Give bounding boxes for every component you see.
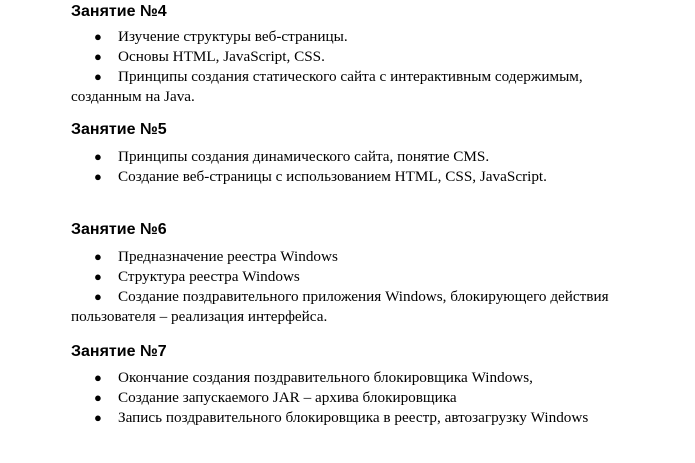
lesson-7-list [0, 368, 695, 428]
lesson-6-heading: Занятие №6 [71, 221, 167, 238]
bullet-icon: ● [94, 29, 102, 44]
list-item [0, 147, 695, 167]
list-item-text: Предназначение реестра Windows [118, 248, 338, 265]
list-item [0, 388, 695, 408]
bullet-icon: ● [94, 289, 102, 304]
list-item-text: Принципы создания статического сайта с интерактивным содержимым, [118, 68, 583, 85]
bullet-icon: ● [94, 169, 102, 184]
bullet-icon: ● [94, 249, 102, 264]
lesson-7-heading: Занятие №7 [71, 343, 167, 360]
bullet-icon: ● [94, 49, 102, 64]
bullet-icon: ● [94, 69, 102, 84]
list-item [0, 27, 695, 47]
list-item [0, 67, 695, 87]
lesson-4-list [0, 27, 695, 107]
list-item [0, 408, 695, 428]
bullet-icon: ● [94, 370, 102, 385]
list-item [0, 247, 695, 267]
list-item-text: Окончание создания поздравительного блокировщика Windows, [118, 369, 533, 386]
list-item [0, 287, 695, 307]
bullet-icon: ● [94, 410, 102, 425]
list-item-text: Принципы создания динамического сайта, понятие CMS. [118, 148, 490, 165]
lesson-5-list [0, 147, 695, 187]
list-item-text: Запись поздравительного блокировщика в реестр, автозагрузку Windows [118, 409, 589, 426]
list-item-text: Основы HTML, JavaScript, CSS. [118, 48, 325, 65]
lesson-4-heading: Занятие №4 [71, 3, 167, 20]
list-item-text: Изучение структуры веб-страницы. [118, 28, 348, 45]
bullet-icon: ● [94, 149, 102, 164]
list-item-text: Создание поздравительного приложения Windows, блокирующего действия [118, 288, 609, 305]
list-item-continuation: пользователя – реализация интерфейса. [71, 308, 328, 325]
list-item [0, 47, 695, 67]
list-item-text: Создание веб-страницы с использованием HTML, CSS, JavaScript. [118, 168, 547, 185]
list-item [0, 167, 695, 187]
lesson-5-heading: Занятие №5 [71, 121, 167, 138]
lesson-6-list [0, 247, 695, 327]
list-item-text: Создание запускаемого JAR – архива блокировщика [118, 389, 457, 406]
list-item [0, 368, 695, 388]
bullet-icon: ● [94, 390, 102, 405]
bullet-icon: ● [94, 269, 102, 284]
list-item-continuation: созданным на Java. [71, 88, 195, 105]
list-item [0, 267, 695, 287]
list-item-text: Структура реестра Windows [118, 268, 300, 285]
